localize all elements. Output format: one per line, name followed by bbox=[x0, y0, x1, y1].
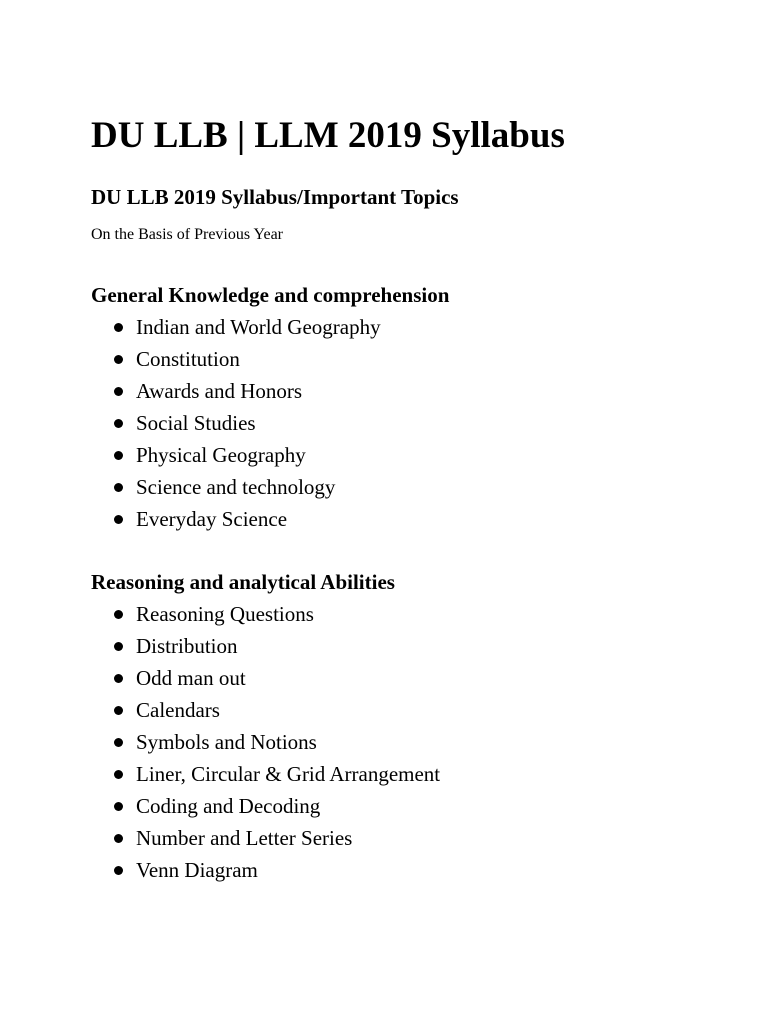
topic-list bbox=[91, 311, 731, 535]
bullet-icon bbox=[114, 738, 123, 747]
topic-list bbox=[91, 598, 731, 886]
list-item-label: Liner, Circular & Grid Arrangement bbox=[136, 762, 441, 786]
list-item bbox=[91, 343, 731, 375]
bullet-icon bbox=[114, 674, 123, 683]
section-heading: Reasoning and analytical Abilities bbox=[91, 570, 395, 594]
bullet-icon bbox=[114, 419, 123, 428]
list-item-label: Odd man out bbox=[136, 666, 246, 690]
bullet-icon bbox=[114, 355, 123, 364]
bullet-icon bbox=[114, 834, 123, 843]
page-subtitle: DU LLB 2019 Syllabus/Important Topics bbox=[91, 185, 459, 209]
bullet-icon bbox=[114, 706, 123, 715]
list-item bbox=[91, 662, 731, 694]
bullet-icon bbox=[114, 770, 123, 779]
list-item-label: Venn Diagram bbox=[136, 858, 258, 882]
list-item bbox=[91, 407, 731, 439]
section-heading: General Knowledge and comprehension bbox=[91, 283, 450, 307]
bullet-icon bbox=[114, 802, 123, 811]
list-item-label: Constitution bbox=[136, 347, 240, 371]
bullet-icon bbox=[114, 610, 123, 619]
list-item bbox=[91, 375, 731, 407]
list-item bbox=[91, 726, 731, 758]
list-item-label: Coding and Decoding bbox=[136, 794, 321, 818]
list-item bbox=[91, 822, 731, 854]
list-item-label: Reasoning Questions bbox=[136, 602, 314, 626]
list-item bbox=[91, 630, 731, 662]
list-item-label: Symbols and Notions bbox=[136, 730, 317, 754]
list-item bbox=[91, 439, 731, 471]
list-item bbox=[91, 790, 731, 822]
list-item-label: Social Studies bbox=[136, 411, 256, 435]
list-item-label: Number and Letter Series bbox=[136, 826, 353, 850]
bullet-icon bbox=[114, 323, 123, 332]
bullet-icon bbox=[114, 483, 123, 492]
list-item bbox=[91, 311, 731, 343]
list-item-label: Distribution bbox=[136, 634, 238, 658]
list-item bbox=[91, 598, 731, 630]
page-note: On the Basis of Previous Year bbox=[91, 226, 283, 243]
section-general-knowledge bbox=[91, 279, 731, 535]
list-item bbox=[91, 471, 731, 503]
list-item-label: Awards and Honors bbox=[136, 379, 303, 403]
page-title: DU LLB | LLM 2019 Syllabus bbox=[91, 115, 565, 156]
list-item bbox=[91, 854, 731, 886]
list-item-label: Everyday Science bbox=[136, 507, 288, 531]
bullet-icon bbox=[114, 387, 123, 396]
bullet-icon bbox=[114, 866, 123, 875]
bullet-icon bbox=[114, 515, 123, 524]
list-item bbox=[91, 503, 731, 535]
list-item-label: Calendars bbox=[136, 698, 220, 722]
list-item-label: Indian and World Geography bbox=[136, 315, 381, 339]
list-item-label: Physical Geography bbox=[136, 443, 306, 467]
list-item bbox=[91, 694, 731, 726]
section-reasoning bbox=[91, 566, 731, 886]
bullet-icon bbox=[114, 451, 123, 460]
list-item-label: Science and technology bbox=[136, 475, 336, 499]
list-item bbox=[91, 758, 731, 790]
bullet-icon bbox=[114, 642, 123, 651]
